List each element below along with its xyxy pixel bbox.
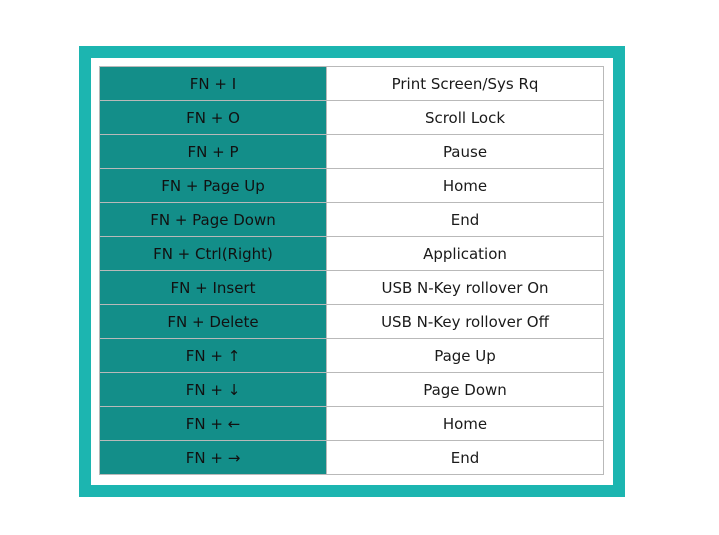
function-cell: USB N-Key rollover On [327, 271, 604, 305]
shortcut-table-frame [79, 46, 625, 497]
table-row [100, 407, 604, 441]
table-row [100, 135, 604, 169]
function-cell: Scroll Lock [327, 101, 604, 135]
function-cell: Home [327, 407, 604, 441]
function-cell: End [327, 441, 604, 475]
key-combo-cell: FN + I [100, 67, 327, 101]
table-row [100, 339, 604, 373]
function-cell: Home [327, 169, 604, 203]
key-combo-cell: FN + ← [100, 407, 327, 441]
function-cell: Print Screen/Sys Rq [327, 67, 604, 101]
table-row [100, 237, 604, 271]
key-combo-cell: FN + Page Down [100, 203, 327, 237]
function-cell: Pause [327, 135, 604, 169]
shortcut-table-panel [91, 58, 613, 485]
table-row [100, 169, 604, 203]
key-combo-cell: FN + P [100, 135, 327, 169]
table-row [100, 305, 604, 339]
key-combo-cell: FN + Insert [100, 271, 327, 305]
key-combo-cell: FN + → [100, 441, 327, 475]
key-combo-cell: FN + ↑ [100, 339, 327, 373]
key-combo-cell: FN + Ctrl(Right) [100, 237, 327, 271]
key-combo-cell: FN + O [100, 101, 327, 135]
function-cell: Application [327, 237, 604, 271]
function-cell: Page Down [327, 373, 604, 407]
table-row [100, 441, 604, 475]
table-row [100, 271, 604, 305]
function-cell: USB N-Key rollover Off [327, 305, 604, 339]
key-combo-cell: FN + Delete [100, 305, 327, 339]
table-row [100, 373, 604, 407]
table-row [100, 101, 604, 135]
table-row [100, 67, 604, 101]
key-combo-cell: FN + ↓ [100, 373, 327, 407]
function-cell: Page Up [327, 339, 604, 373]
keyboard-shortcut-table [99, 66, 604, 475]
table-row [100, 203, 604, 237]
function-cell: End [327, 203, 604, 237]
key-combo-cell: FN + Page Up [100, 169, 327, 203]
